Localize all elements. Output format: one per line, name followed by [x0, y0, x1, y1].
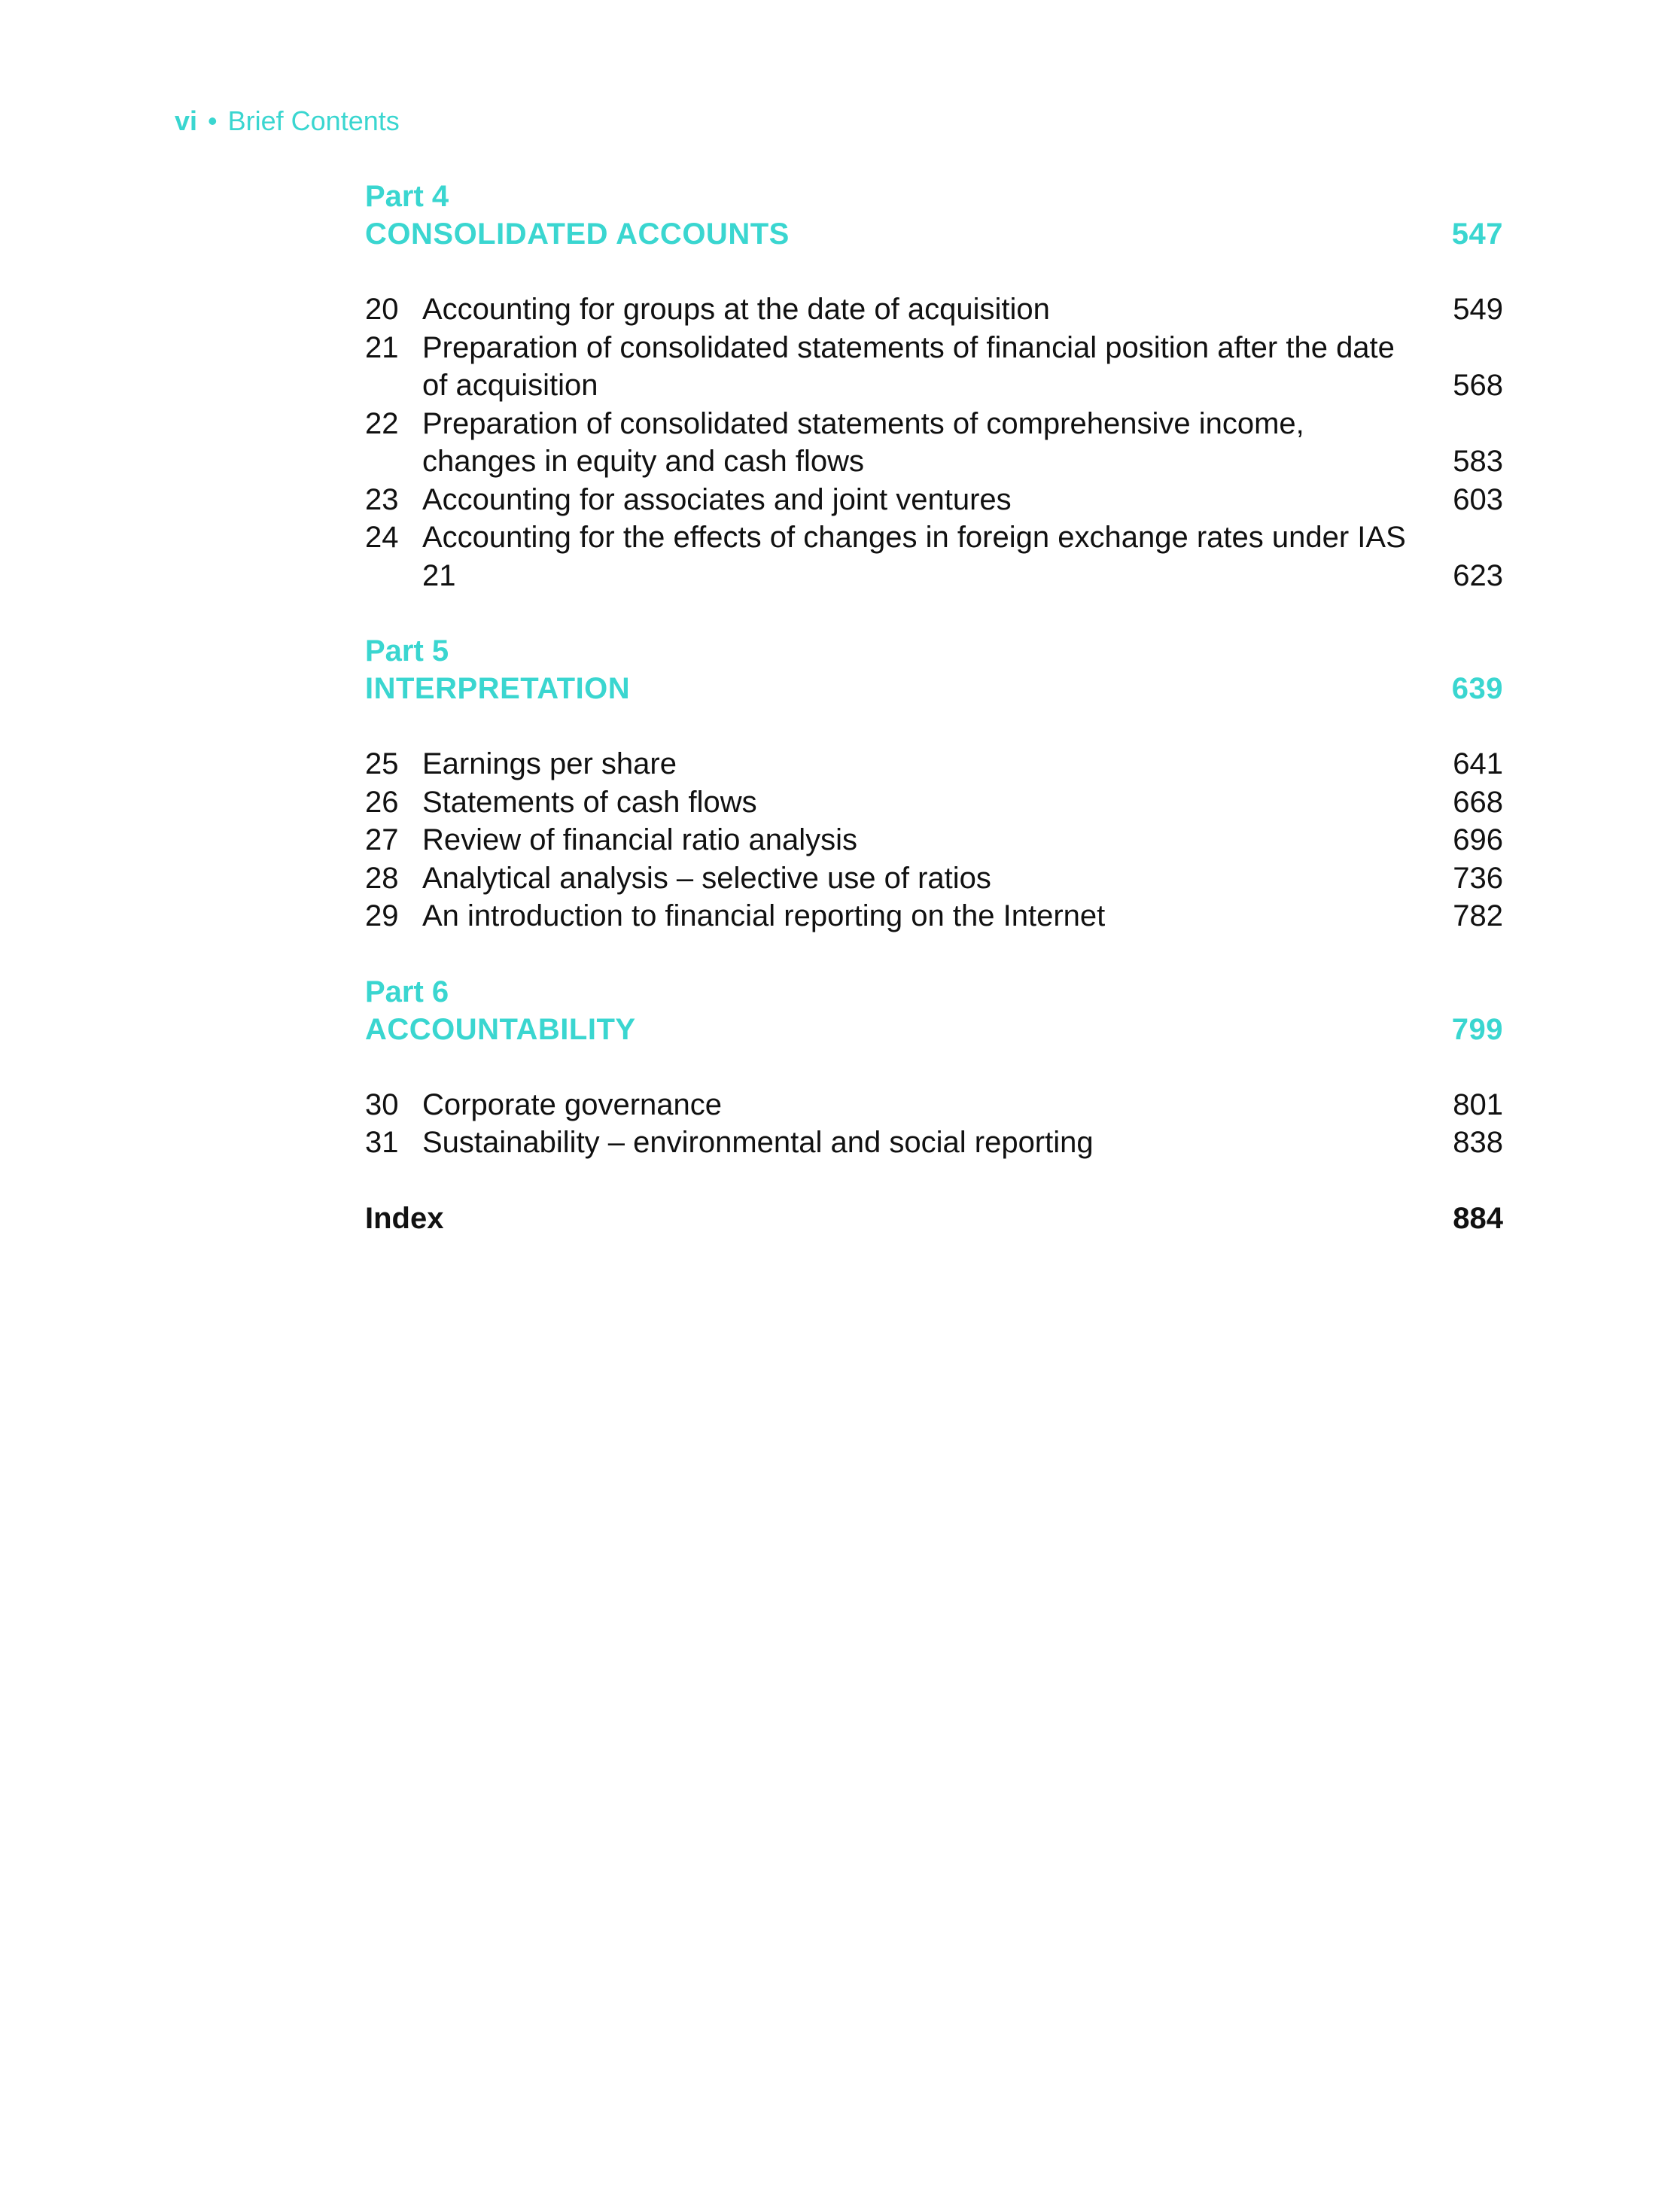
chapter-number: 22	[365, 406, 399, 440]
chapter-number: 20	[365, 293, 399, 326]
part-6-block	[365, 973, 1503, 1162]
chapter-entry[interactable]	[365, 859, 1503, 898]
chapter-title: Sustainability – environmental and social reporting	[422, 1126, 1094, 1159]
chapter-title: Preparation of consolidated statements of financial position after the date of acquisition	[422, 330, 1395, 402]
chapter-page-number: 583	[1453, 445, 1503, 478]
chapter-page-number: 736	[1453, 861, 1503, 895]
chapter-number: 21	[365, 330, 399, 364]
section-spacer	[365, 595, 1503, 632]
chapter-page-number: 801	[1453, 1087, 1503, 1121]
chapter-entry[interactable]	[365, 290, 1503, 329]
chapter-list	[365, 290, 1503, 595]
chapter-title: Statements of cash flows	[422, 785, 757, 819]
part-label: Part 4	[365, 180, 449, 213]
chapter-title: Corporate governance	[422, 1087, 723, 1121]
part-4-block	[365, 178, 1503, 595]
chapter-number: 29	[365, 899, 399, 932]
chapter-entry[interactable]	[365, 1086, 1503, 1124]
chapter-title: Accounting for groups at the date of acquisition	[422, 293, 1050, 326]
part-heading[interactable]	[365, 1011, 1503, 1048]
table-of-contents	[365, 178, 1503, 1237]
part-title: CONSOLIDATED ACCOUNTS	[365, 217, 790, 251]
chapter-title: Preparation of consolidated statements of comprehensive income, changes in equity and cash flows	[422, 406, 1304, 478]
part-heading[interactable]	[365, 670, 1503, 707]
part-title: INTERPRETATION	[365, 672, 631, 705]
chapter-number: 25	[365, 747, 399, 780]
part-label: Part 6	[365, 975, 449, 1008]
part-title: ACCOUNTABILITY	[365, 1012, 636, 1046]
chapter-number: 31	[365, 1126, 399, 1159]
chapter-number: 30	[365, 1087, 399, 1121]
chapter-entry[interactable]	[365, 897, 1503, 935]
chapter-title: Analytical analysis – selective use of ratios	[422, 861, 991, 895]
chapter-page-number: 549	[1453, 293, 1503, 326]
page-folio: vi	[175, 105, 198, 136]
chapter-page-number: 696	[1453, 823, 1503, 856]
index-entry[interactable]	[365, 1200, 1503, 1237]
chapter-entry[interactable]	[365, 783, 1503, 822]
chapter-entry[interactable]	[365, 745, 1503, 783]
part-5-block	[365, 632, 1503, 935]
chapter-number: 28	[365, 861, 399, 895]
chapter-entry[interactable]	[365, 519, 1503, 595]
chapter-number: 27	[365, 823, 399, 856]
chapter-page-number: 668	[1453, 785, 1503, 819]
chapter-page-number: 623	[1453, 558, 1503, 592]
chapter-number: 23	[365, 482, 399, 516]
chapter-page-number: 838	[1453, 1126, 1503, 1159]
chapter-number: 26	[365, 785, 399, 819]
chapter-page-number: 603	[1453, 482, 1503, 516]
chapter-title: An introduction to financial reporting on the Internet	[422, 899, 1106, 932]
chapter-title: Accounting for associates and joint ventures	[422, 482, 1012, 516]
section-spacer	[365, 935, 1503, 973]
index-page-number: 884	[1453, 1201, 1503, 1235]
chapter-title: Review of financial ratio analysis	[422, 823, 858, 856]
chapter-entry[interactable]	[365, 329, 1503, 405]
chapter-title: Accounting for the effects of changes in foreign exchange rates under IAS 21	[422, 521, 1406, 592]
part-label: Part 5	[365, 634, 449, 668]
chapter-entry[interactable]	[365, 1124, 1503, 1162]
chapter-entry[interactable]	[365, 821, 1503, 859]
part-page-number: 799	[1451, 1012, 1503, 1046]
chapter-page-number: 641	[1453, 747, 1503, 780]
chapter-list	[365, 1086, 1503, 1162]
chapter-page-number: 568	[1453, 369, 1503, 402]
part-heading[interactable]	[365, 215, 1503, 253]
running-head-title: Brief Contents	[227, 105, 400, 136]
part-page-number: 639	[1451, 672, 1503, 705]
index-label: Index	[365, 1201, 444, 1235]
chapter-page-number: 782	[1453, 899, 1503, 932]
part-page-number: 547	[1451, 217, 1503, 251]
running-head	[175, 105, 400, 137]
chapter-number: 24	[365, 521, 399, 554]
chapter-title: Earnings per share	[422, 747, 677, 780]
chapter-entry[interactable]	[365, 405, 1503, 481]
separator-bullet: •	[208, 105, 218, 136]
chapter-entry[interactable]	[365, 481, 1503, 519]
chapter-list	[365, 745, 1503, 935]
